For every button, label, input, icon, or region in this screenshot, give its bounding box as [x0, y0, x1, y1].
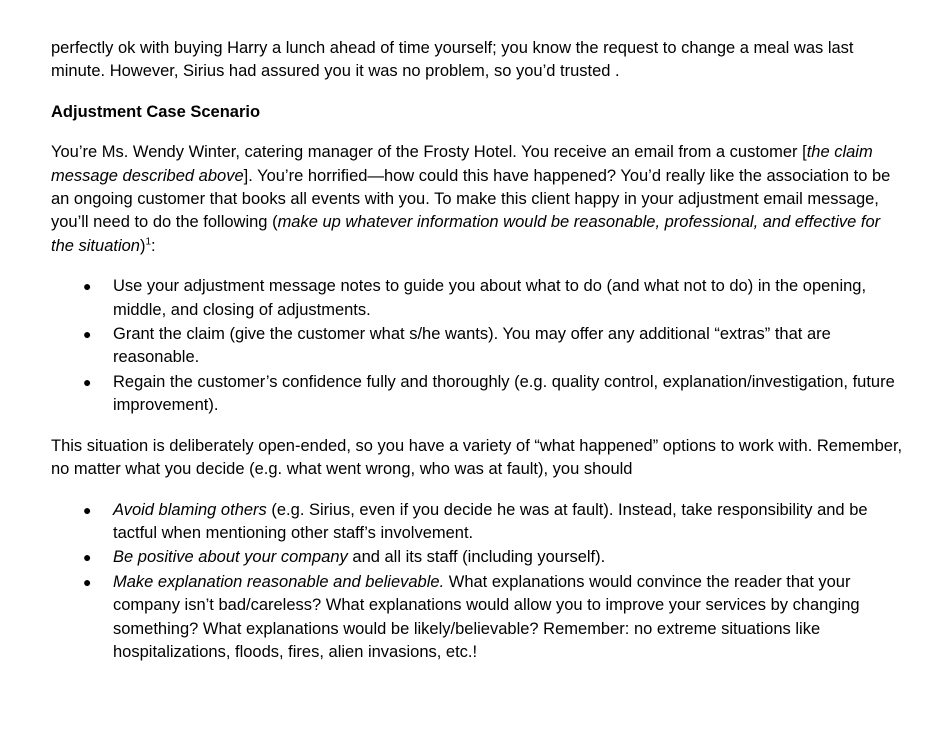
list-item — [51, 546, 903, 569]
bullet-icon: ● — [83, 549, 92, 566]
list-item — [51, 499, 903, 546]
intro-paragraph: perfectly ok with buying Harry a lunch ahead of time yourself; you know the request to change a meal was last minute. However, Sirius had assured you it was no problem, so you’d trusted . — [51, 39, 854, 81]
footnote-marker: 1 — [145, 236, 152, 248]
list-item-italic: Be positive about your company — [113, 548, 348, 567]
bullet-icon: ● — [83, 501, 92, 518]
instructions-list — [51, 275, 903, 417]
list-item — [51, 571, 903, 665]
scenario-italic-1: the claim message described above — [51, 143, 873, 185]
scenario-text-1: You’re Ms. Wendy Winter, catering manager of the Frosty Hotel. You receive an email from a customer [ — [51, 143, 807, 162]
scenario-text-4: : — [151, 236, 156, 255]
scenario-italic-2: make up whatever information would be reasonable, professional, and effective for the situation — [51, 213, 881, 255]
bullet-icon: ● — [83, 573, 92, 590]
scenario-text-2: ]. You’re horrified—how could this have happened? You’d really like the association to be an ongoing customer that books all events with you. To make this client happy in your adjustment email message, you’ll need to do the following ( — [51, 166, 891, 232]
list-item-italic: Avoid blaming others — [113, 500, 267, 519]
list-item-text: Regain the customer’s confidence fully and thoroughly (e.g. quality control, explanation/investigation, future improvement). — [113, 372, 895, 415]
list-item-text: (e.g. Sirius, even if you decide he was at fault). Instead, take responsibility and be tactful when mentioning other staff’s involvement. — [113, 500, 868, 542]
bullet-icon: ● — [83, 326, 92, 343]
list-item-text: and all its staff (including yourself). — [347, 548, 606, 567]
scenario-paragraph — [51, 141, 903, 258]
guidelines-list — [51, 499, 903, 665]
list-item — [51, 371, 903, 418]
bullet-icon: ● — [83, 373, 92, 390]
section-heading: Adjustment Case Scenario — [51, 102, 261, 121]
list-item — [51, 323, 903, 370]
scenario-text-3: ) — [139, 236, 146, 255]
list-item-italic: Make explanation reasonable and believable. — [113, 572, 445, 591]
bullet-icon: ● — [83, 278, 92, 295]
list-item-text: What explanations would convince the reader that your company isn’t bad/careless? What explanations would allow you to improve your services by changing something? What explanations would be likely/believable? Remember: no extreme situations like hospitalizations, floods, fires, alien invasions, etc.! — [113, 572, 860, 661]
list-item-text: Use your adjustment message notes to guide you about what to do (and what not to do) in the opening, middle, and closing of adjustments. — [113, 277, 867, 319]
list-item-text: Grant the claim (give the customer what s/he wants). You may offer any additional “extras” that are reasonable. — [113, 325, 831, 367]
list-item — [51, 275, 903, 322]
situation-paragraph: This situation is deliberately open-ended, so you have a variety of “what happened” options to work with. Remember, no matter what you decide (e.g. what went wrong, who was at fault), you should — [51, 436, 903, 479]
